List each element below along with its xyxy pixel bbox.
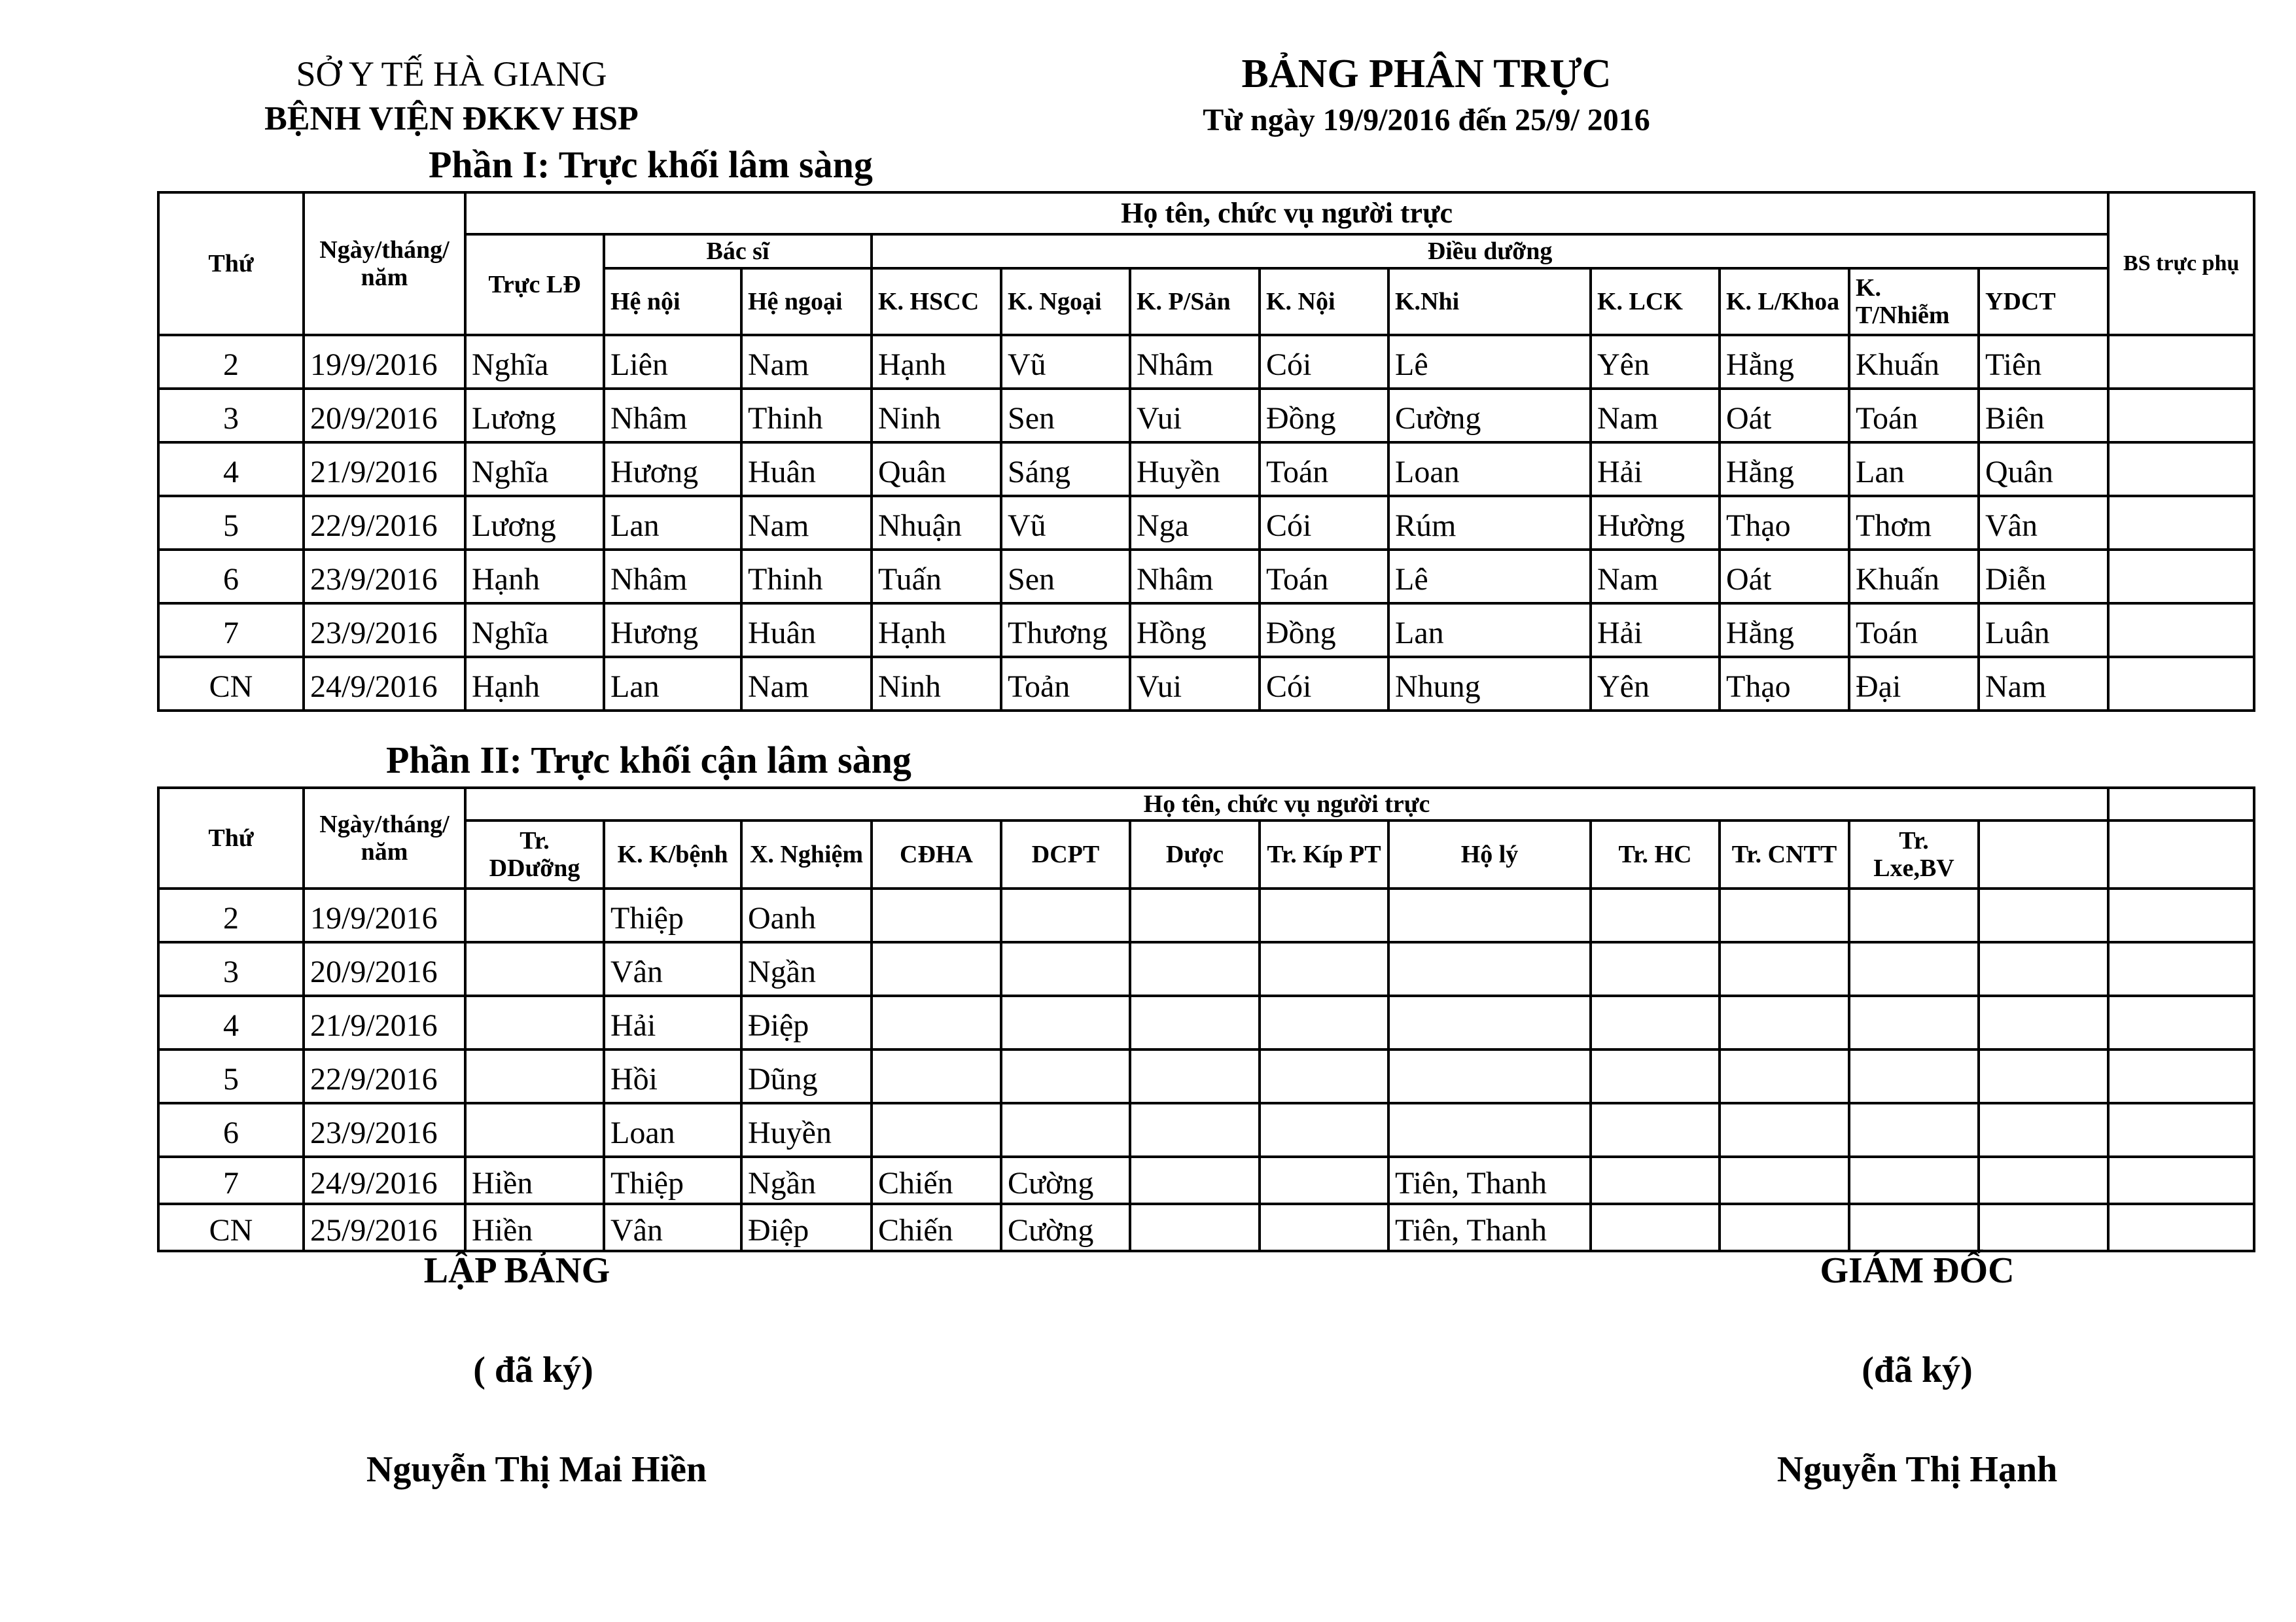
name-cell <box>1720 942 1849 996</box>
column-header: K. Nội <box>1260 268 1388 335</box>
name-cell: Nhuận <box>872 496 1001 550</box>
name-cell <box>1720 1103 1849 1157</box>
name-cell: Điệp <box>741 996 872 1049</box>
name-cell <box>1591 942 1720 996</box>
part2-table <box>157 786 2255 1252</box>
part1-header-thu: Thứ <box>158 192 304 335</box>
name-cell: Hiền <box>465 1157 604 1204</box>
name-cell <box>872 1049 1001 1103</box>
part1-title: Phần I: Trực khối lâm sàng <box>429 143 873 186</box>
part1-header-group: Họ tên, chức vụ người trực <box>465 192 2108 234</box>
day-cell: 5 <box>158 1049 304 1103</box>
part2-title: Phần II: Trực khối cận lâm sàng <box>386 739 911 781</box>
name-cell: Vân <box>1979 496 2108 550</box>
name-cell: Cường <box>1388 389 1591 442</box>
name-cell: Sen <box>1001 550 1130 603</box>
part1-header-date: Ngày/tháng/ năm <box>304 192 465 335</box>
document-title: BẢNG PHÂN TRỰC <box>1241 52 1612 96</box>
column-header: Hệ nội <box>604 268 741 335</box>
name-cell: Tiên, Thanh <box>1388 1157 1591 1204</box>
name-cell <box>2108 1103 2254 1157</box>
name-cell: Hạnh <box>465 550 604 603</box>
table-row <box>158 996 2254 1049</box>
name-cell <box>1130 1204 1260 1251</box>
column-header: Tr. Lxe,BV <box>1849 820 1979 889</box>
name-cell: Tiên, Thanh <box>1388 1204 1591 1251</box>
name-cell: Yên <box>1591 335 1720 389</box>
part2-header-date: Ngày/tháng/ năm <box>304 788 465 889</box>
table-row <box>158 442 2254 496</box>
name-cell: Khuấn <box>1849 335 1979 389</box>
table-row <box>158 942 2254 996</box>
day-cell: 4 <box>158 996 304 1049</box>
name-cell: Khuấn <box>1849 550 1979 603</box>
name-cell: Nam <box>1979 657 2108 711</box>
name-cell <box>1591 889 1720 942</box>
name-cell: Thạo <box>1720 657 1849 711</box>
part1-header-dieuduong: Điều dưỡng <box>872 234 2108 268</box>
name-cell <box>465 1049 604 1103</box>
name-cell: Chiến <box>872 1157 1001 1204</box>
column-header: CĐHA <box>872 820 1001 889</box>
table-row <box>158 603 2254 657</box>
name-cell: Yên <box>1591 657 1720 711</box>
column-header: YDCT <box>1979 268 2108 335</box>
date-cell: 20/9/2016 <box>304 389 465 442</box>
name-cell: Hạnh <box>872 603 1001 657</box>
name-cell <box>1130 889 1260 942</box>
name-cell: Đại <box>1849 657 1979 711</box>
table-row <box>158 389 2254 442</box>
name-cell <box>1260 1204 1388 1251</box>
name-cell: Thơm <box>1849 496 1979 550</box>
table-row <box>158 550 2254 603</box>
table-row <box>158 1103 2254 1157</box>
name-cell: Nhâm <box>604 389 741 442</box>
name-cell: Lan <box>1388 603 1591 657</box>
name-cell <box>1388 889 1591 942</box>
name-cell <box>872 1103 1001 1157</box>
signature-left-name: Nguyễn Thị Mai Hiền <box>366 1449 707 1490</box>
table-row <box>158 889 2254 942</box>
name-cell <box>2108 657 2254 711</box>
name-cell <box>2108 389 2254 442</box>
name-cell: Lê <box>1388 335 1591 389</box>
name-cell: Nhâm <box>604 550 741 603</box>
name-cell <box>1849 942 1979 996</box>
name-cell: Đồng <box>1260 389 1388 442</box>
name-cell: Ninh <box>872 389 1001 442</box>
name-cell: Thiệp <box>604 889 741 942</box>
day-cell: 6 <box>158 550 304 603</box>
name-cell <box>2108 942 2254 996</box>
name-cell: Toán <box>1849 603 1979 657</box>
date-cell: 19/9/2016 <box>304 889 465 942</box>
table-row <box>158 657 2254 711</box>
name-cell <box>1849 1157 1979 1204</box>
name-cell: Tiên <box>1979 335 2108 389</box>
name-cell <box>1979 996 2108 1049</box>
name-cell: Hương <box>604 442 741 496</box>
name-cell: Ngần <box>741 942 872 996</box>
name-cell: Nhung <box>1388 657 1591 711</box>
name-cell: Hải <box>1591 603 1720 657</box>
part1-header-truc-ld: Trực LĐ <box>465 234 604 335</box>
name-cell <box>1260 1157 1388 1204</box>
column-header: Tr. HC <box>1591 820 1720 889</box>
name-cell <box>1591 1049 1720 1103</box>
name-cell: Thương <box>1001 603 1130 657</box>
name-cell: Hường <box>1591 496 1720 550</box>
name-cell: Nam <box>741 657 872 711</box>
name-cell <box>1130 1157 1260 1204</box>
name-cell: Biên <box>1979 389 2108 442</box>
name-cell: Huân <box>741 442 872 496</box>
name-cell: Tuấn <box>872 550 1001 603</box>
name-cell: Nghĩa <box>465 442 604 496</box>
table-row <box>158 1204 2254 1251</box>
name-cell: Hương <box>604 603 741 657</box>
name-cell <box>1260 942 1388 996</box>
name-cell <box>1001 1103 1130 1157</box>
day-cell: 2 <box>158 889 304 942</box>
column-header: Hệ ngoại <box>741 268 872 335</box>
name-cell: Nghĩa <box>465 335 604 389</box>
column-header: K. Ngoại <box>1001 268 1130 335</box>
name-cell <box>1849 1103 1979 1157</box>
name-cell: Dũng <box>741 1049 872 1103</box>
name-cell: Hằng <box>1720 442 1849 496</box>
name-cell <box>1130 996 1260 1049</box>
name-cell: Oát <box>1720 550 1849 603</box>
name-cell <box>1130 942 1260 996</box>
date-cell: 22/9/2016 <box>304 496 465 550</box>
name-cell: Toán <box>1260 442 1388 496</box>
name-cell: Huyền <box>741 1103 872 1157</box>
name-cell <box>1720 1049 1849 1103</box>
name-cell: Cói <box>1260 335 1388 389</box>
name-cell: Hạnh <box>872 335 1001 389</box>
name-cell <box>1979 1204 2108 1251</box>
name-cell <box>1591 996 1720 1049</box>
name-cell <box>872 996 1001 1049</box>
day-cell: 3 <box>158 942 304 996</box>
name-cell <box>1260 889 1388 942</box>
name-cell <box>1849 1204 1979 1251</box>
name-cell: Rúm <box>1388 496 1591 550</box>
name-cell <box>465 889 604 942</box>
name-cell <box>2108 603 2254 657</box>
name-cell: Lương <box>465 496 604 550</box>
day-cell: 7 <box>158 1157 304 1204</box>
name-cell: Hằng <box>1720 603 1849 657</box>
name-cell: Hồng <box>1130 603 1260 657</box>
name-cell: Ngần <box>741 1157 872 1204</box>
date-cell: 24/9/2016 <box>304 657 465 711</box>
date-cell: 25/9/2016 <box>304 1204 465 1251</box>
name-cell: Vui <box>1130 389 1260 442</box>
name-cell <box>2108 1204 2254 1251</box>
day-cell: 2 <box>158 335 304 389</box>
name-cell: Chiến <box>872 1204 1001 1251</box>
name-cell: Cói <box>1260 657 1388 711</box>
name-cell: Huyền <box>1130 442 1260 496</box>
name-cell: Cường <box>1001 1157 1130 1204</box>
name-cell <box>1388 1103 1591 1157</box>
day-cell: 3 <box>158 389 304 442</box>
signature-right-signed: (đã ký) <box>1862 1350 1973 1390</box>
name-cell: Toán <box>1849 389 1979 442</box>
signature-right-title: GIÁM ĐỐC <box>1820 1250 2015 1291</box>
part2-header-group: Họ tên, chức vụ người trực <box>465 788 2108 820</box>
name-cell: Điệp <box>741 1204 872 1251</box>
column-header: Tr. DDưỡng <box>465 820 604 889</box>
name-cell: Huân <box>741 603 872 657</box>
name-cell <box>1130 1103 1260 1157</box>
name-cell <box>1720 1157 1849 1204</box>
name-cell: Nga <box>1130 496 1260 550</box>
name-cell <box>872 942 1001 996</box>
name-cell <box>1388 942 1591 996</box>
name-cell: Hồi <box>604 1049 741 1103</box>
name-cell <box>2108 996 2254 1049</box>
name-cell <box>2108 1157 2254 1204</box>
table-row <box>158 496 2254 550</box>
part2-header-thu: Thứ <box>158 788 304 889</box>
name-cell: Hải <box>604 996 741 1049</box>
column-header: Dược <box>1130 820 1260 889</box>
name-cell <box>1979 1157 2108 1204</box>
name-cell: Luân <box>1979 603 2108 657</box>
name-cell: Lê <box>1388 550 1591 603</box>
date-range: Từ ngày 19/9/2016 đến 25/9/ 2016 <box>1203 103 1650 137</box>
table-row <box>158 1157 2254 1204</box>
day-cell: 6 <box>158 1103 304 1157</box>
column-header: K. L/Khoa <box>1720 268 1849 335</box>
name-cell: Nhâm <box>1130 335 1260 389</box>
name-cell <box>1979 1103 2108 1157</box>
name-cell <box>1849 1049 1979 1103</box>
date-cell: 23/9/2016 <box>304 1103 465 1157</box>
name-cell: Thiệp <box>604 1157 741 1204</box>
name-cell <box>1388 996 1591 1049</box>
name-cell <box>465 996 604 1049</box>
name-cell: Lan <box>604 496 741 550</box>
name-cell <box>1720 1204 1849 1251</box>
day-cell: 4 <box>158 442 304 496</box>
name-cell <box>1260 996 1388 1049</box>
name-cell: Loan <box>1388 442 1591 496</box>
name-cell <box>2108 496 2254 550</box>
name-cell: Lan <box>1849 442 1979 496</box>
name-cell: Ninh <box>872 657 1001 711</box>
name-cell: Vui <box>1130 657 1260 711</box>
name-cell: Oát <box>1720 389 1849 442</box>
column-header: K. P/Sản <box>1130 268 1260 335</box>
name-cell: Quân <box>1979 442 2108 496</box>
name-cell <box>1130 1049 1260 1103</box>
date-cell: 23/9/2016 <box>304 603 465 657</box>
name-cell <box>1979 889 2108 942</box>
name-cell <box>1001 996 1130 1049</box>
name-cell: Nam <box>741 496 872 550</box>
name-cell <box>1001 1049 1130 1103</box>
column-header: K.Nhi <box>1388 268 1591 335</box>
name-cell <box>872 889 1001 942</box>
name-cell <box>2108 335 2254 389</box>
name-cell: Lương <box>465 389 604 442</box>
day-cell: CN <box>158 1204 304 1251</box>
name-cell: Sáng <box>1001 442 1130 496</box>
name-cell: Toán <box>1260 550 1388 603</box>
name-cell: Oanh <box>741 889 872 942</box>
name-cell: Vũ <box>1001 496 1130 550</box>
date-cell: 19/9/2016 <box>304 335 465 389</box>
column-header: X. Nghiệm <box>741 820 872 889</box>
name-cell: Đồng <box>1260 603 1388 657</box>
name-cell: Nam <box>741 335 872 389</box>
name-cell: Nam <box>1591 550 1720 603</box>
date-cell: 21/9/2016 <box>304 996 465 1049</box>
name-cell: Loan <box>604 1103 741 1157</box>
column-header <box>1979 820 2108 889</box>
name-cell <box>1001 942 1130 996</box>
day-cell: CN <box>158 657 304 711</box>
name-cell <box>1001 889 1130 942</box>
name-cell <box>2108 889 2254 942</box>
part1-table <box>157 191 2255 712</box>
name-cell <box>1388 1049 1591 1103</box>
name-cell <box>465 942 604 996</box>
name-cell <box>2108 442 2254 496</box>
table-row <box>158 335 2254 389</box>
column-header: K. K/bệnh <box>604 820 741 889</box>
signature-left-title: LẬP BẢNG <box>423 1250 610 1291</box>
name-cell: Vân <box>604 1204 741 1251</box>
name-cell <box>1979 1049 2108 1103</box>
department-name: SỞ Y TẾ HÀ GIANG <box>296 54 607 94</box>
column-header: K. T/Nhiễm <box>1849 268 1979 335</box>
name-cell: Quân <box>872 442 1001 496</box>
name-cell <box>1591 1157 1720 1204</box>
date-cell: 24/9/2016 <box>304 1157 465 1204</box>
name-cell <box>2108 550 2254 603</box>
name-cell: Hải <box>1591 442 1720 496</box>
name-cell: Thinh <box>741 389 872 442</box>
name-cell: Nghĩa <box>465 603 604 657</box>
name-cell: Hiền <box>465 1204 604 1251</box>
date-cell: 22/9/2016 <box>304 1049 465 1103</box>
table-row <box>158 1049 2254 1103</box>
name-cell: Hằng <box>1720 335 1849 389</box>
column-header: K. LCK <box>1591 268 1720 335</box>
name-cell: Lan <box>604 657 741 711</box>
part2-header-extra <box>2108 788 2254 820</box>
name-cell <box>1720 889 1849 942</box>
date-cell: 23/9/2016 <box>304 550 465 603</box>
signature-right-name: Nguyễn Thị Hạnh <box>1776 1449 2058 1490</box>
date-cell: 21/9/2016 <box>304 442 465 496</box>
signature-left-signed: ( đã ký) <box>473 1350 593 1390</box>
part1-header-bacsi: Bác sĩ <box>604 234 872 268</box>
name-cell: Thạo <box>1720 496 1849 550</box>
name-cell: Nhâm <box>1130 550 1260 603</box>
name-cell <box>1979 942 2108 996</box>
day-cell: 5 <box>158 496 304 550</box>
name-cell <box>465 1103 604 1157</box>
name-cell <box>1849 889 1979 942</box>
name-cell: Sen <box>1001 389 1130 442</box>
name-cell: Thinh <box>741 550 872 603</box>
name-cell <box>1720 996 1849 1049</box>
name-cell <box>1849 996 1979 1049</box>
name-cell: Hạnh <box>465 657 604 711</box>
hospital-name: BỆNH VIỆN ĐKKV HSP <box>264 100 639 137</box>
name-cell: Cường <box>1001 1204 1130 1251</box>
column-header: Hộ lý <box>1388 820 1591 889</box>
column-header: DCPT <box>1001 820 1130 889</box>
name-cell <box>1260 1103 1388 1157</box>
date-cell: 20/9/2016 <box>304 942 465 996</box>
name-cell <box>2108 1049 2254 1103</box>
name-cell <box>1260 1049 1388 1103</box>
name-cell <box>1591 1204 1720 1251</box>
day-cell: 7 <box>158 603 304 657</box>
column-header: Tr. CNTT <box>1720 820 1849 889</box>
name-cell: Toản <box>1001 657 1130 711</box>
column-header: K. HSCC <box>872 268 1001 335</box>
name-cell: Cói <box>1260 496 1388 550</box>
column-header <box>2108 820 2254 889</box>
name-cell: Nam <box>1591 389 1720 442</box>
part1-header-bs-phu: BS trực phụ <box>2108 192 2254 335</box>
name-cell: Vân <box>604 942 741 996</box>
name-cell <box>1591 1103 1720 1157</box>
column-header: Tr. Kíp PT <box>1260 820 1388 889</box>
name-cell: Vũ <box>1001 335 1130 389</box>
name-cell: Diễn <box>1979 550 2108 603</box>
name-cell: Liên <box>604 335 741 389</box>
